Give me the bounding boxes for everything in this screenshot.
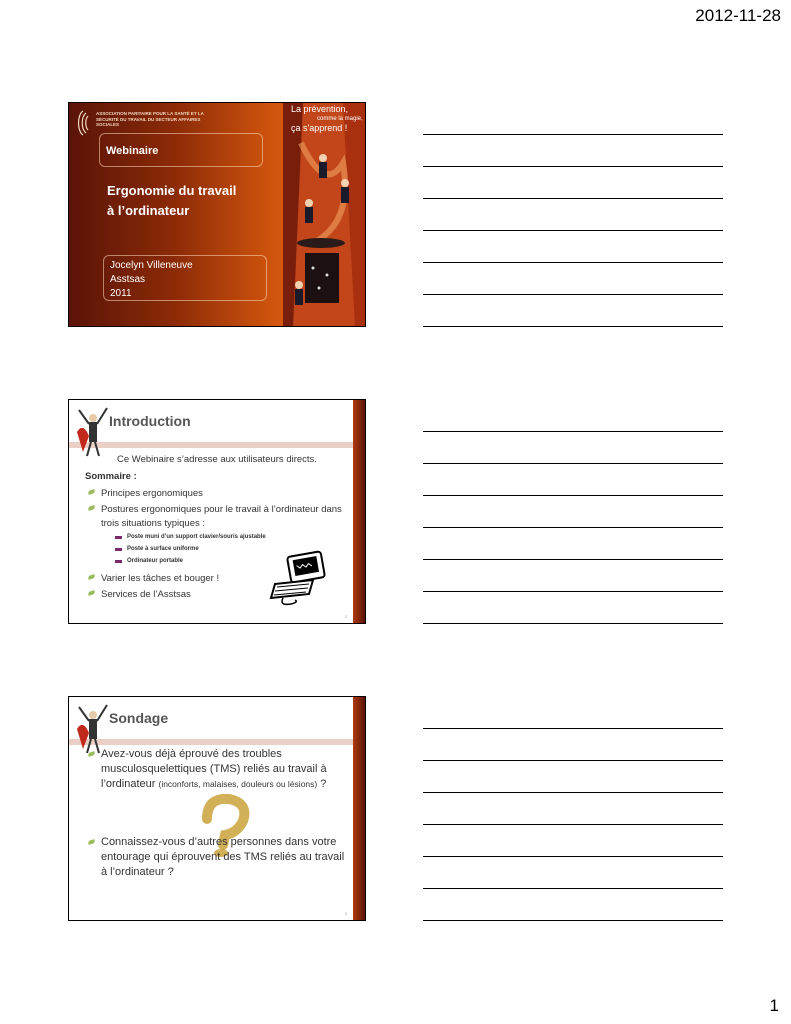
question-2-line-2: entourage qui éprouvent des TMS reliés au travail <box>101 851 345 863</box>
question-1-line-3c: ? <box>317 778 327 790</box>
bullet-icon <box>88 590 96 596</box>
note-line <box>423 591 723 592</box>
slide-2-title: Introduction <box>109 413 191 429</box>
sub-bullet-icon <box>115 536 122 539</box>
subitem-2: Poste à surface uniforme <box>127 546 199 552</box>
slide-3-title: Sondage <box>109 710 169 726</box>
bullet-icon <box>88 839 96 845</box>
slide-number: 2 <box>344 614 347 619</box>
asstsas-logo-icon <box>75 109 91 137</box>
note-line <box>423 728 723 729</box>
question-2-line-3: à l’ordinateur ? <box>101 866 174 878</box>
summary-item-3: Varier les tâches et bouger ! <box>101 573 220 584</box>
author-box <box>103 255 267 301</box>
note-line <box>423 134 723 135</box>
question-2-line-1: Connaissez-vous d’autres personnes dans votre <box>101 836 337 848</box>
subitem-3: Ordinateur portable <box>127 558 184 564</box>
bullet-icon <box>88 505 96 511</box>
slide-number: 3 <box>344 911 347 916</box>
question-1 <box>101 747 327 792</box>
note-line <box>423 230 723 231</box>
tagline-line-2: comme la magie, <box>317 116 363 122</box>
question-1-line-3 <box>101 777 327 792</box>
note-line <box>423 463 723 464</box>
slide-3-sondage <box>68 696 366 921</box>
note-line <box>423 888 723 889</box>
note-line <box>423 856 723 857</box>
summary-item-4: Services de l’Asstsas <box>101 589 191 600</box>
page-number: 1 <box>769 996 779 1015</box>
bullet-icon <box>88 751 96 757</box>
bullet-icon <box>88 489 96 495</box>
tagline-line-3: ça s'apprend ! <box>291 123 348 133</box>
question-1-line-2: musculosquelettiques (TMS) reliés au travail à <box>101 763 327 775</box>
print-date: 2012-11-28 <box>695 6 781 25</box>
slide-1-heading <box>107 181 236 221</box>
note-line <box>423 326 723 327</box>
bullet-icon <box>88 574 96 580</box>
tagline-line-1: La prévention, <box>291 104 349 114</box>
summary-item-2: Postures ergonomiques pour le travail à l’ordinateur dans <box>101 504 342 515</box>
sommaire-label: Sommaire : <box>85 471 137 482</box>
slide-1-title <box>68 102 366 327</box>
webinaire-label-box <box>99 133 263 167</box>
note-line <box>423 824 723 825</box>
sub-bullet-icon <box>115 560 122 563</box>
author-organization: Asstsas <box>110 274 146 285</box>
webinaire-label: Webinaire <box>106 145 159 157</box>
slide-side-bar <box>353 697 365 920</box>
title-line-1: Ergonomie du travail <box>107 183 237 198</box>
author-name: Jocelyn Villeneuve <box>110 260 193 271</box>
note-line <box>423 294 723 295</box>
note-line <box>423 495 723 496</box>
note-line <box>423 431 723 432</box>
slide-side-bar <box>353 400 365 623</box>
summary-item-2-cont: trois situations typiques : <box>101 518 206 529</box>
magician-illustration <box>283 103 366 327</box>
note-line <box>423 792 723 793</box>
note-line <box>423 920 723 921</box>
computer-icon <box>269 550 329 608</box>
note-line <box>423 559 723 560</box>
juggler-figure-icon <box>73 402 113 458</box>
sub-bullet-icon <box>115 548 122 551</box>
question-1-line-1: Avez-vous déjà éprouvé des troubles <box>101 748 282 760</box>
org-name: ASSOCIATION PARITAIRE POUR LA SANTÉ ET LA SÉCURITÉ DU TRAVAIL DU SECTEUR AFFAIRES SOCIALES <box>96 111 204 127</box>
note-line <box>423 623 723 624</box>
author-year: 2011 <box>110 288 132 299</box>
slide-2-introduction <box>68 399 366 624</box>
summary-item-1: Principes ergonomiques <box>101 488 203 499</box>
note-line <box>423 166 723 167</box>
note-line <box>423 198 723 199</box>
question-2 <box>101 835 344 880</box>
subitem-1: Poste muni d’un support clavier/souris ajustable <box>127 534 266 540</box>
question-1-line-3a: l’ordinateur <box>101 778 159 790</box>
intro-text: Ce Webinaire s’adresse aux utilisateurs directs. <box>117 454 317 465</box>
note-line <box>423 262 723 263</box>
note-line <box>423 760 723 761</box>
note-line <box>423 527 723 528</box>
question-1-examples: (inconforts, malaises, douleurs ou lésions) <box>158 779 318 789</box>
title-line-2: à l’ordinateur <box>107 203 190 218</box>
